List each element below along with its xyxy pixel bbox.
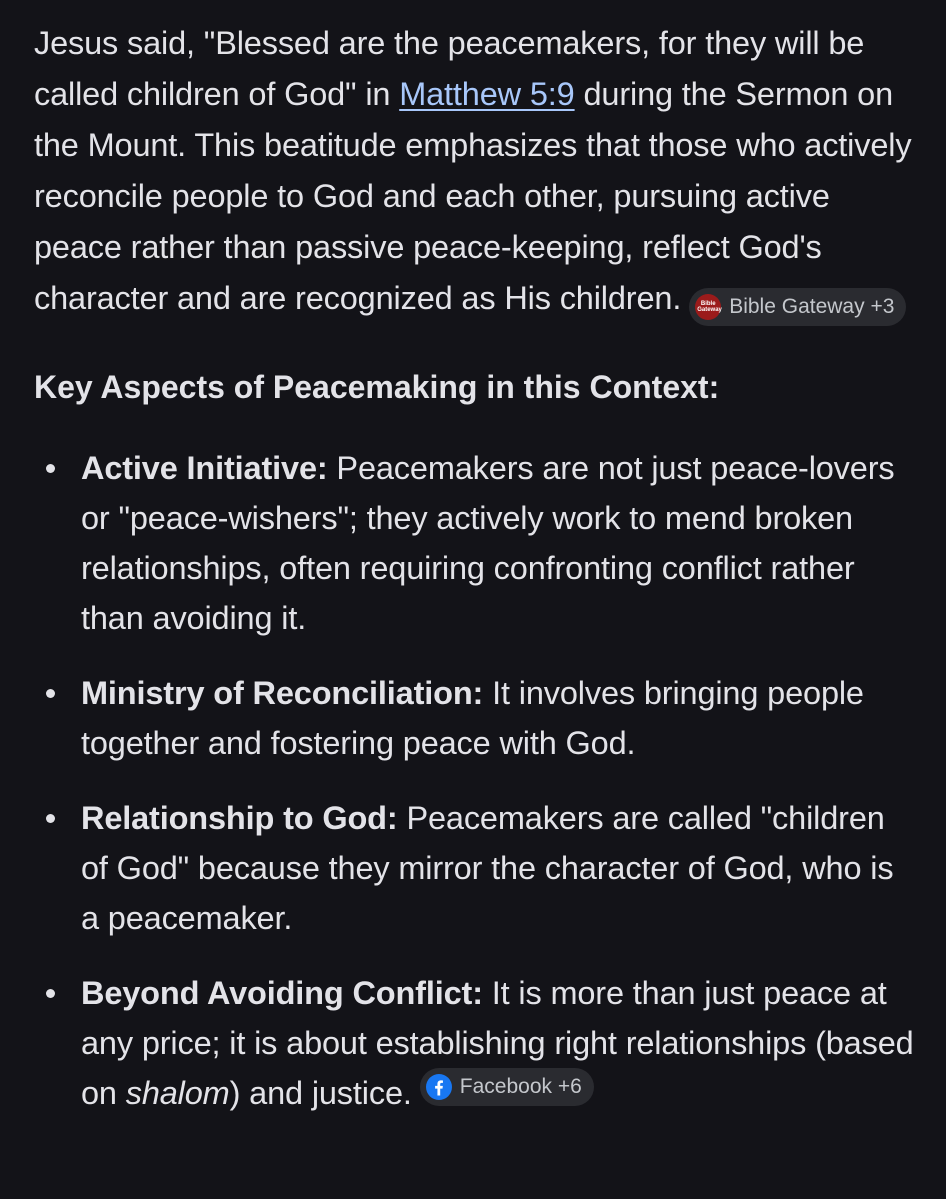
aspect-term: Active Initiative: xyxy=(81,450,328,486)
list-item xyxy=(34,443,914,643)
aspect-term: Beyond Avoiding Conflict: xyxy=(81,975,483,1011)
list-item xyxy=(34,793,914,943)
aspect-term: Ministry of Reconciliation: xyxy=(81,675,484,711)
bullet-icon xyxy=(46,464,55,473)
aspect-text: Peacemakers are not just peace-lovers or "peace-wishers"; they actively work to mend broken relationships, often requiring confronting conflict rather than avoiding it. xyxy=(81,450,895,636)
source-chip-facebook[interactable] xyxy=(420,1068,594,1106)
shalom-emphasis: shalom xyxy=(125,1075,230,1111)
aspect-term: Relationship to God: xyxy=(81,800,398,836)
bible-gateway-logo-icon: Bible Gateway xyxy=(695,294,721,320)
source-chip-label: Bible Gateway +3 xyxy=(729,295,895,318)
aspect-text: It involves bringing people together and fostering peace with God. xyxy=(81,675,864,761)
facebook-icon xyxy=(426,1074,452,1100)
aspect-text: Peacemakers are called "children of God" because they mirror the character of God, who is a peacemaker. xyxy=(81,800,894,936)
intro-paragraph xyxy=(34,18,914,326)
intro-text-before-link: Jesus said, "Blessed are the peacemakers, for they will be called children of God" in xyxy=(34,25,865,112)
aspect-text: It is more than just peace at any price; it is about establishing right relationships (based on xyxy=(81,975,914,1111)
source-chip-label: Facebook +6 xyxy=(459,1075,582,1098)
matthew-5-9-link[interactable]: Matthew 5:9 xyxy=(399,76,575,112)
bullet-icon xyxy=(46,814,55,823)
aspect-text-end: ) and justice. xyxy=(229,1075,412,1111)
intro-text-after-link: during the Sermon on the Mount. This beatitude emphasizes that those who actively reconcile people to God and each other, pursuing active peace rather than passive peace-keeping, reflect God's character and are recognized as His children. xyxy=(34,76,912,316)
list-item xyxy=(34,668,914,768)
response-content xyxy=(34,18,914,1143)
aspects-list xyxy=(34,443,914,1118)
bullet-icon xyxy=(46,689,55,698)
bullet-icon xyxy=(46,989,55,998)
list-item xyxy=(34,968,914,1118)
source-chip-bible-gateway[interactable] xyxy=(689,288,906,326)
section-heading: Key Aspects of Peacemaking in this Context: xyxy=(34,369,720,405)
